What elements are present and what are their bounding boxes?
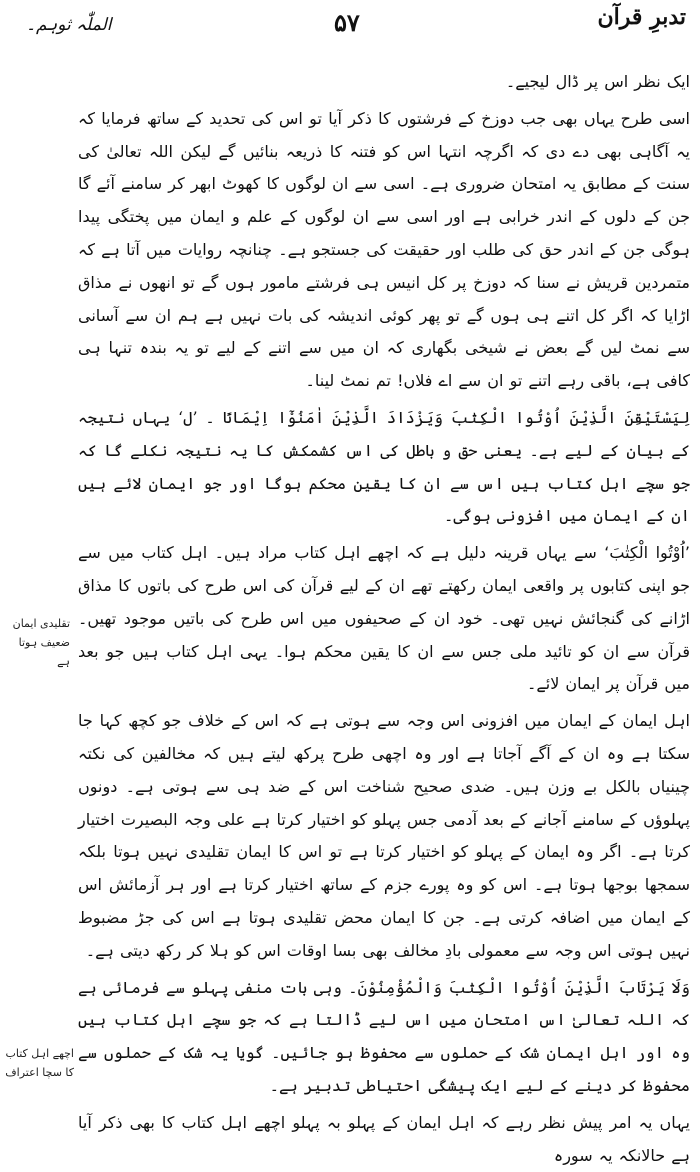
page-number: ۵۷ (334, 8, 360, 37)
margin-note-1: تقلیدی ایمان ضعیف ہوتا ہے (12, 617, 70, 668)
paragraph-commentary-1: اسی طرح یہاں بھی جب دوزخ کے فرشتوں کا ذکر آیا تو اس کی تحدید کے ساتھ فرمایا کہ یہ آگاہی بھی دے دی کہ اگرچہ انتہا اس کو فتنہ کا ذریعہ بنائیں گے لیکن اللہ تعالیٰ کی سنت کے مطابق یہ امتحان ضروری ہے۔ اسی سے ان لوگوں کا کھوٹ ابھر کر سامنے آئے گا جن کے دلوں کے اندر خرابی ہے اور اسی سے ان لوگوں کے علم و ایمان میں پختگی پیدا ہوگی جن کے اندر حق کی طلب اور حقیقت کی جستجو ہے۔ چنانچہ روایات میں آتا ہے کہ متمردین قریش نے سنا کہ دوزخ پر کل انیس ہی فرشتے مامور ہوں گے تو انھوں نے مذاق اڑایا کہ اگر کل اتنے ہی ہوں گے تو پھر کوئی اندیشہ کی بات نہیں ہے ہم ان سے آسانی سے نمٹ لیں گے بعض نے شیخی بگھاری کہ ان میں سے اتنے کے لیے تو یہ بندہ تنہا ہی کافی ہے، باقی رہے اتنے تو ان سے اے فلاں! تم نمٹ لینا۔ (78, 108, 690, 391)
paragraph-verse-commentary-1: لِیَسْتَیْقِنَ الَّذِیْنَ اُوْتُوا الْکِتٰبَ وَیَزْدَادَ الَّذِیْنَ اٰمَنُوْٓا اِیْمَانًا ۔ ’ل‘ یہاں نتیجہ کے بیان کے لیے ہے۔ یعنی حق و باطل کی اس کشمکش کا یہ نتیجہ نکلے گا کہ جو سچے اہل کتاب ہیں اس سے ان کا یقین محکم ہوگا اور جو ایمان لائے ہیں ان کے ایمان میں افزونی ہوگی۔ (78, 407, 690, 526)
page-body (78, 66, 690, 1172)
paragraph-intro: ایک نظر اس پر ڈال لیجیے۔ (505, 72, 690, 91)
paragraph-commentary-2: ’اُوْتُوا الْکِتٰبَ‘ سے یہاں قرینہ دلیل ہے کہ اچھے اہل کتاب مراد ہیں۔ اہل کتاب میں سے جو اپنی کتابوں پر واقعی ایمان رکھتے تھے ان کے لیے قرآن کی اس طرح کی باتوں کا مذاق اڑانے کی گنجائش نہیں تھی۔ خود ان کے صحیفوں میں اس طرح کی باتیں موجود تھیں۔ قرآن سے ان کو تائید ملی جس سے ان کا یقین محکم ہوا۔ یہی اہل کتاب ہیں جو بعد میں قرآن پر ایمان لائے۔ (78, 543, 690, 694)
paragraph-commentary-4: یہاں یہ امر پیش نظر رہے کہ اہل ایمان کے پہلو بہ پہلو اچھے اہل کتاب کا بھی ذکر آیا ہے حالانکہ یہ سورہ (78, 1112, 690, 1165)
margin-note-2: اچھے اہل کتاب کا سچا اعتراف (5, 1047, 74, 1079)
book-title: تدبرِ قرآن (597, 4, 686, 30)
page-header (0, 4, 700, 44)
paragraph-verse-commentary-2: وَلَا یَرْتَابَ الَّذِیْنَ اُوْتُوا الْکِتٰبَ وَالْمُؤْمِنُوْنَ۔ وہی بات منفی پہلو سے فرمائی ہے کہ اللہ تعالیٰ اس امتحان میں اس لیے ڈالتا ہے کہ جو سچے اہل کتاب ہیں وہ اور اہل ایمان شک کے حملوں سے محفوظ ہو جائیں۔ گویا یہ شک کے حملوں سے محفوظ کر دینے کے لیے ایک پیشگی احتیاطی تدبیر ہے۔ (78, 977, 690, 1095)
paragraph-commentary-3: اہل ایمان کے ایمان میں افزونی اس وجہ سے ہوتی ہے کہ اس کے خلاف جو کچھ کہا جا سکتا ہے وہ ان کے آگے آجاتا ہے اور وہ اچھی طرح پرکھ لیتے ہیں کہ مخالفین کی نکتہ چینیاں بالکل بے وزن ہیں۔ ضدی صحیح شناخت اس کے ضد ہی سے ہوتی ہے۔ دونوں پہلوؤں کے سامنے آجانے کے بعد آدمی جس پہلو کو اختیار کرتا ہے علی وجہ البصیرت اختیار کرتا ہے۔ اگر وہ ایمان کے پہلو کو اختیار کرتا ہے تو اس کا ایمان تقلیدی نہیں ہوتا بلکہ سمجھا بوجھا ہوتا ہے۔ اس کو وہ پورے جزم کے ساتھ اختیار کرتا ہے اور ہر آزمائش اس کے ایمان میں اضافہ کرتی ہے۔ جن کا ایمان محض تقلیدی ہوتا ہے اس کی جڑ مضبوط نہیں ہوتی اس وجہ سے معمولی بادِ مخالف بھی بسا اوقات اس کو ہلا کر رکھ دیتی ہے۔ (78, 711, 691, 960)
header-left-text: الملّٰہ ثوہم۔ (26, 15, 112, 35)
